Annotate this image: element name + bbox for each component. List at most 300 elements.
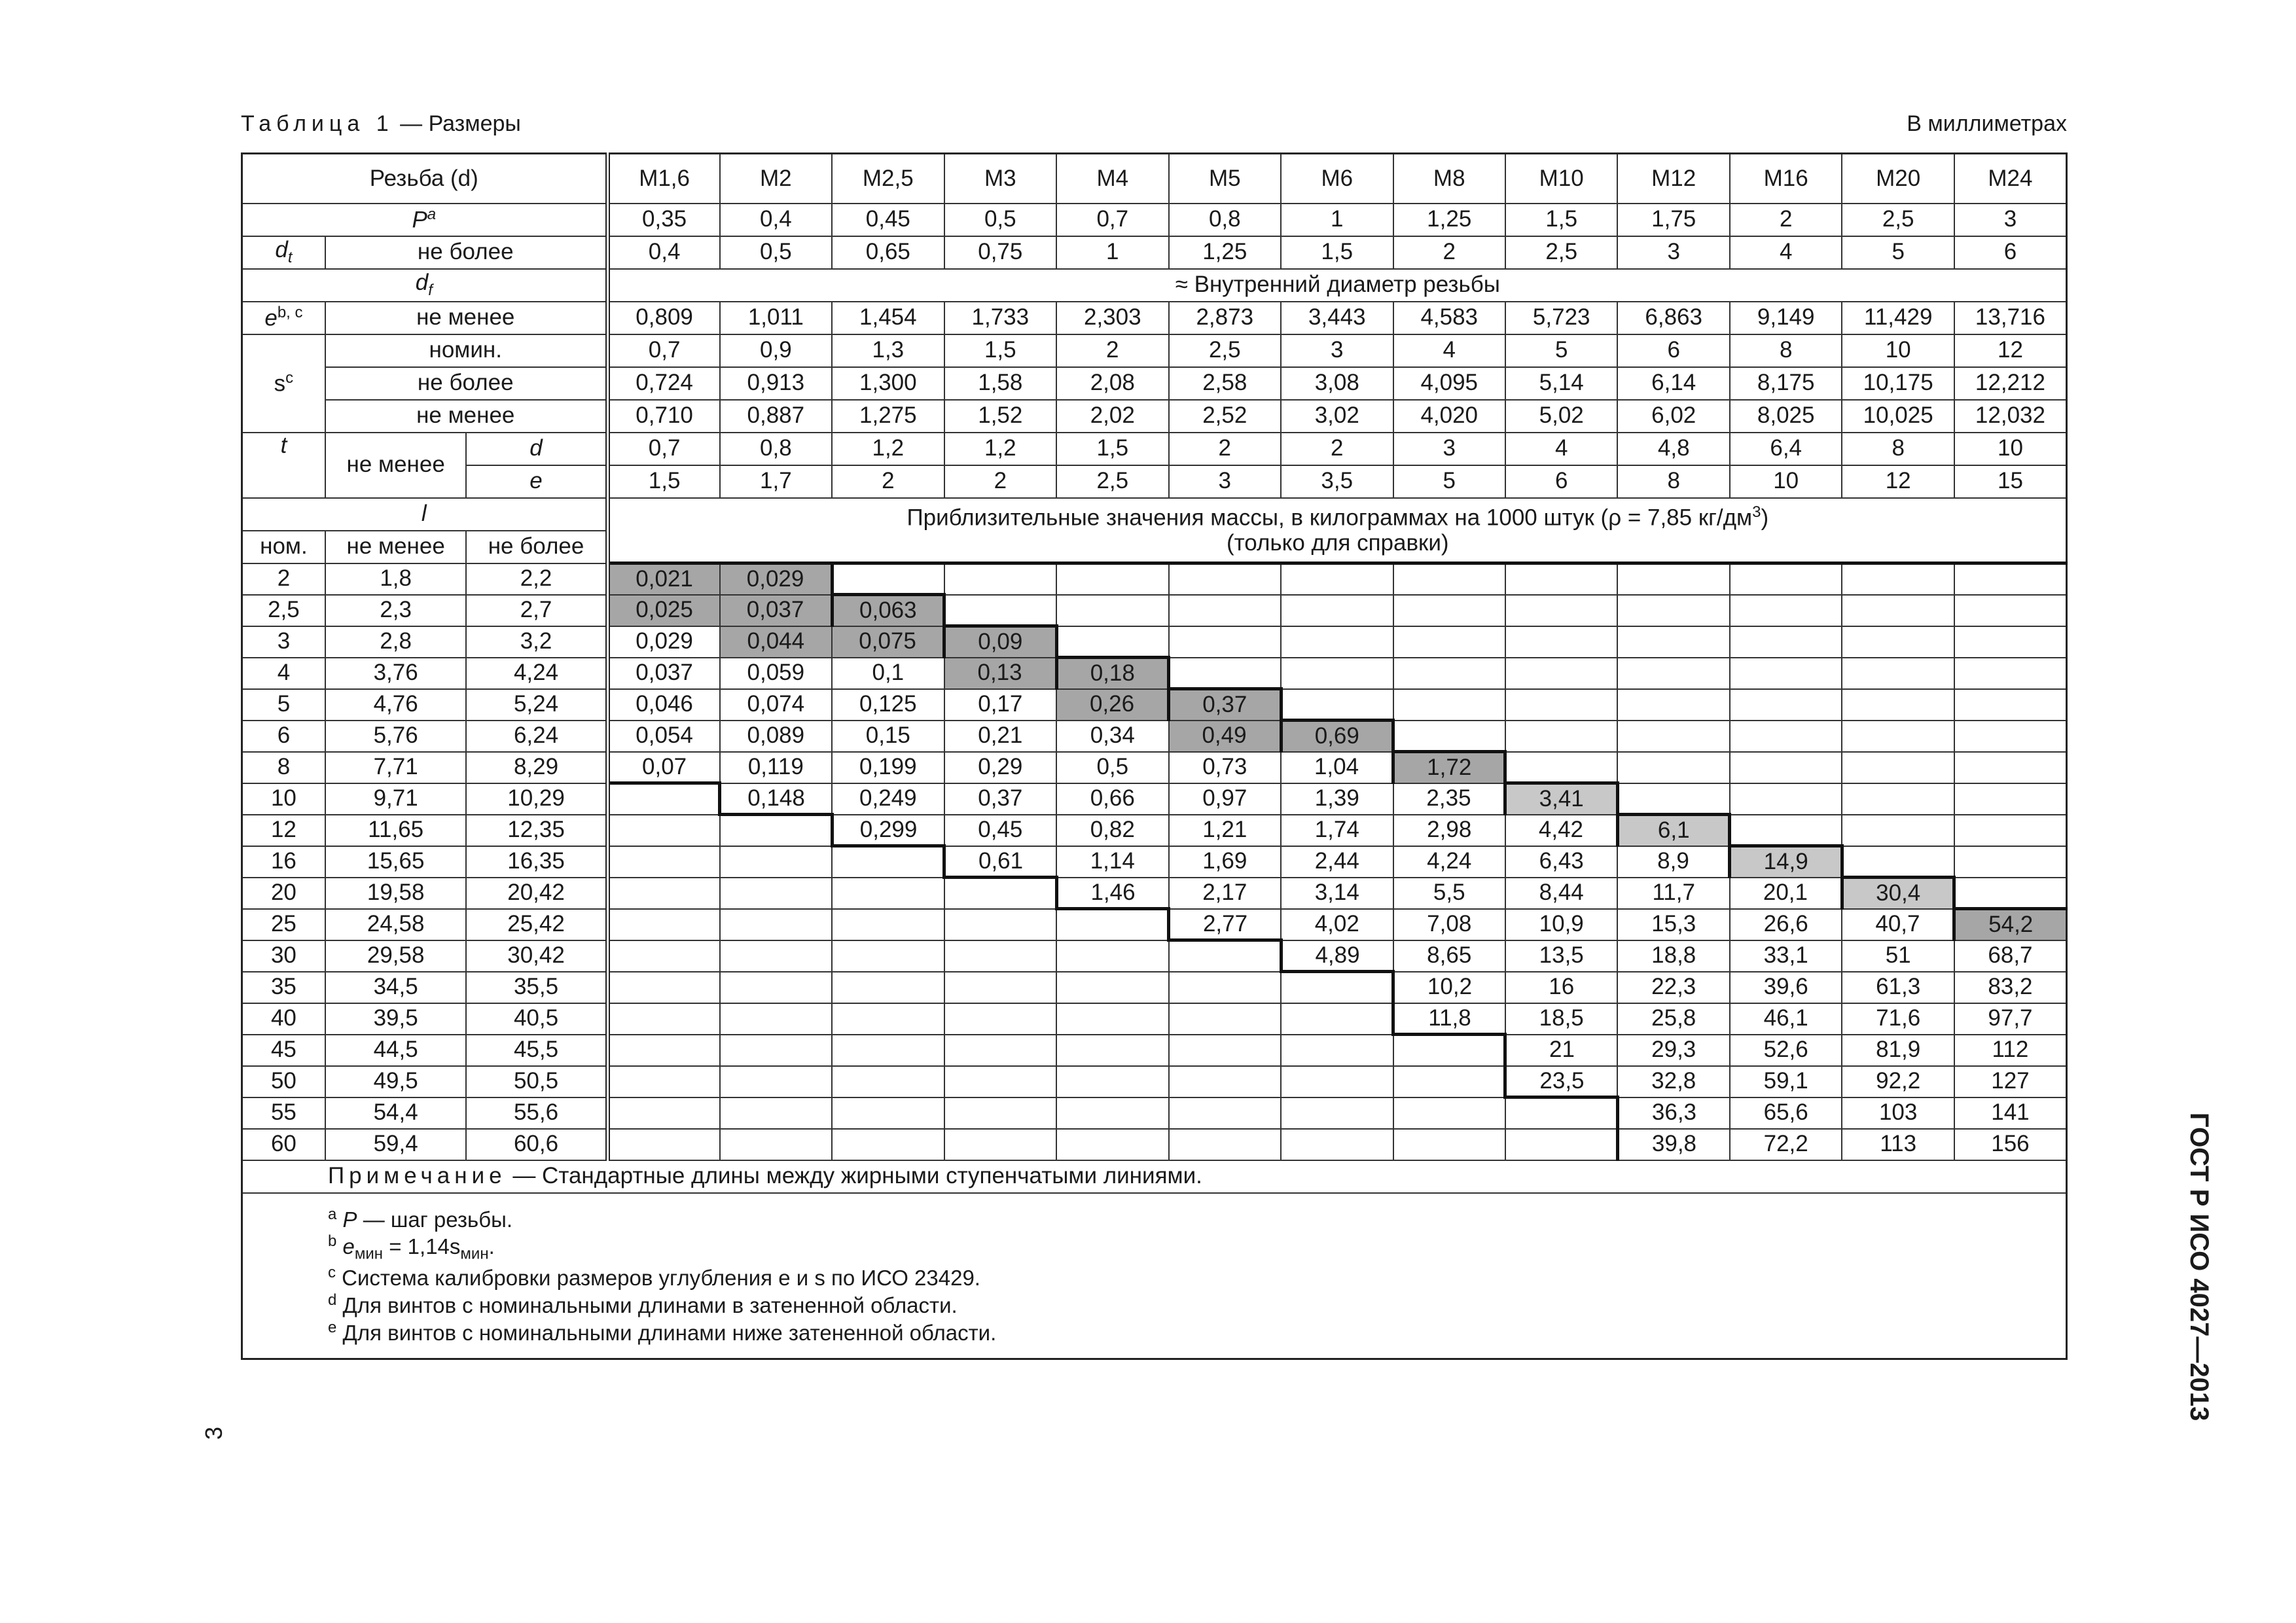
mass-value (1281, 972, 1393, 1003)
length-min: 54,4 (325, 1097, 467, 1129)
mass-row (242, 940, 2067, 972)
mass-value (1281, 1097, 1393, 1129)
s_max-value: 6,14 (1617, 367, 1729, 400)
mass-value: 0,26 (1056, 689, 1168, 721)
footnote-a: $^a$ P — шаг резьбы. (328, 1205, 513, 1232)
e_min-value: 9,149 (1730, 302, 1842, 334)
length-min: 3,76 (325, 658, 467, 689)
length-nom: 40 (242, 1003, 325, 1035)
s_max-value: 2,08 (1056, 367, 1168, 400)
e-label: $e^{b, c}$ (242, 302, 325, 334)
length-min: 1,8 (325, 563, 467, 595)
t_d-value: 6,4 (1730, 433, 1842, 465)
t_d-value: 0,7 (607, 433, 719, 465)
note-text: — Стандартные длины между жирными ступенчатыми линиями. (506, 1163, 1202, 1189)
mass-value: 59,1 (1730, 1066, 1842, 1097)
mass-value: 52,6 (1730, 1035, 1842, 1066)
dt-condition: не более (325, 236, 607, 269)
P-value: 1,5 (1505, 204, 1617, 236)
mass-value: 1,39 (1281, 783, 1393, 815)
mass-value: 5,5 (1393, 878, 1505, 909)
length-max: 60,6 (466, 1129, 607, 1160)
s-nom-row (242, 334, 2067, 367)
mass-value (944, 878, 1056, 909)
mass-value (1169, 658, 1281, 689)
length-min: 5,76 (325, 721, 467, 752)
thread-size-cell: M3 (944, 154, 1056, 204)
mass-value: 0,49 (1169, 721, 1281, 752)
mass-value (1617, 658, 1729, 689)
mass-value: 92,2 (1842, 1066, 1954, 1097)
mass-value (1281, 1066, 1393, 1097)
thread-size-cell: M5 (1169, 154, 1281, 204)
t_e-value: 5 (1393, 465, 1505, 498)
mass-value: 8,44 (1505, 878, 1617, 909)
mass-row (242, 1035, 2067, 1066)
dt_max-value: 2 (1393, 236, 1505, 269)
mass-value: 71,6 (1842, 1003, 1954, 1035)
length-max: 6,24 (466, 721, 607, 752)
pitch-row (242, 204, 2067, 236)
mass-value (1617, 689, 1729, 721)
mass-row (242, 721, 2067, 752)
mass-value (1056, 563, 1168, 595)
mass-value (832, 909, 944, 940)
length-min: 24,58 (325, 909, 467, 940)
thread-size-cell: M1,6 (607, 154, 719, 204)
mass-value: 0,61 (944, 846, 1056, 878)
mass-value (1842, 563, 1954, 595)
mass-value: 0,97 (1169, 783, 1281, 815)
mass-value: 0,21 (944, 721, 1056, 752)
mass-row (242, 658, 2067, 689)
mass-value (1169, 595, 1281, 626)
mass-value: 0,199 (832, 752, 944, 783)
pitch-label: $P^a$ (242, 204, 608, 236)
mass-value (720, 878, 832, 909)
length-max: 4,24 (466, 658, 607, 689)
t_d-value: 1,5 (1056, 433, 1168, 465)
mass-value: 21 (1505, 1035, 1617, 1066)
mass-value (1617, 595, 1729, 626)
mass-value: 0,029 (720, 563, 832, 595)
s_nom-value: 5 (1505, 334, 1617, 367)
s_min-value: 12,032 (1954, 400, 2067, 433)
mass-value (1730, 689, 1842, 721)
mass-value: 0,025 (607, 595, 719, 626)
mass-value (1730, 563, 1842, 595)
mass-value (1730, 815, 1842, 846)
mass-value: 0,34 (1056, 721, 1168, 752)
standard-code: ГОСТ Р ИСО 4027—2013 (2185, 1113, 2214, 1421)
l-max-label: не более (466, 531, 607, 563)
mass-row (242, 1129, 2067, 1160)
mass-row (242, 563, 2067, 595)
header-row (242, 154, 2067, 204)
mass-value (1056, 1066, 1168, 1097)
mass-value (832, 846, 944, 878)
length-min: 2,3 (325, 595, 467, 626)
mass-value: 0,82 (1056, 815, 1168, 846)
s_nom-value: 0,7 (607, 334, 719, 367)
s_nom-value: 6 (1617, 334, 1729, 367)
dt_max-value: 4 (1730, 236, 1842, 269)
mass-row (242, 972, 2067, 1003)
mass-value: 0,044 (720, 626, 832, 658)
mass-value: 54,2 (1954, 909, 2067, 940)
mass-value (1169, 972, 1281, 1003)
s_min-value: 0,887 (720, 400, 832, 433)
s_nom-value: 0,9 (720, 334, 832, 367)
mass-row (242, 815, 2067, 846)
s-max-label: не более (325, 367, 607, 400)
mass-value: 1,14 (1056, 846, 1168, 878)
mass-value (1393, 721, 1505, 752)
P-value: 2 (1730, 204, 1842, 236)
table-label: Таблица 1 (241, 111, 394, 136)
mass-row (242, 846, 2067, 878)
length-max: 10,29 (466, 783, 607, 815)
length-min: 9,71 (325, 783, 467, 815)
e_min-value: 2,873 (1169, 302, 1281, 334)
mass-value (720, 940, 832, 972)
df-label: $d_f$ (242, 269, 608, 302)
t-e-row (242, 465, 2067, 498)
P-value: 0,7 (1056, 204, 1168, 236)
mass-value: 11,7 (1617, 878, 1729, 909)
length-nom: 3 (242, 626, 325, 658)
length-nom: 16 (242, 846, 325, 878)
footnote-c: $^c$ Система калибровки размеров углубления e и s по ИСО 23429. (328, 1264, 980, 1291)
mass-value (607, 972, 719, 1003)
s_max-value: 0,913 (720, 367, 832, 400)
mass-value: 0,37 (944, 783, 1056, 815)
length-nom: 50 (242, 1066, 325, 1097)
length-max: 35,5 (466, 972, 607, 1003)
mass-value (607, 940, 719, 972)
mass-value: 26,6 (1730, 909, 1842, 940)
mass-value: 18,5 (1505, 1003, 1617, 1035)
mass-value (1505, 721, 1617, 752)
e_min-value: 1,011 (720, 302, 832, 334)
mass-value (1281, 563, 1393, 595)
mass-value: 4,42 (1505, 815, 1617, 846)
t-d-row (242, 433, 2067, 465)
mass-value (1954, 846, 2067, 878)
dt_max-value: 1 (1056, 236, 1168, 269)
t_d-value: 1,2 (832, 433, 944, 465)
mass-value: 1,46 (1056, 878, 1168, 909)
mass-value: 0,69 (1281, 721, 1393, 752)
mass-value (944, 1097, 1056, 1129)
mass-value (1393, 1035, 1505, 1066)
mass-value (1281, 1003, 1393, 1035)
s_nom-value: 8 (1730, 334, 1842, 367)
note-cell (242, 1160, 2067, 1193)
t_d-value: 0,8 (720, 433, 832, 465)
t_e-value: 1,5 (607, 465, 719, 498)
note-label: Примечание (328, 1163, 507, 1189)
e_min-value: 1,454 (832, 302, 944, 334)
mass-value (1281, 1129, 1393, 1160)
mass-value: 4,89 (1281, 940, 1393, 972)
t_e-value: 8 (1617, 465, 1729, 498)
mass-value: 0,73 (1169, 752, 1281, 783)
length-min: 39,5 (325, 1003, 467, 1035)
mass-value: 68,7 (1954, 940, 2067, 972)
mass-value: 10,9 (1505, 909, 1617, 940)
s_max-value: 3,08 (1281, 367, 1393, 400)
mass-row (242, 878, 2067, 909)
s_min-value: 1,275 (832, 400, 944, 433)
mass-value (1056, 1097, 1168, 1129)
length-max: 50,5 (466, 1066, 607, 1097)
mass-value: 0,17 (944, 689, 1056, 721)
l-label: l (242, 498, 608, 531)
s_max-value: 1,58 (944, 367, 1056, 400)
mass-value (1842, 689, 1954, 721)
P-value: 3 (1954, 204, 2067, 236)
length-nom: 5 (242, 689, 325, 721)
t_d-value: 4,8 (1617, 433, 1729, 465)
mass-value: 7,08 (1393, 909, 1505, 940)
P-value: 1 (1281, 204, 1393, 236)
l-nom-label: ном. (242, 531, 325, 563)
length-nom: 4 (242, 658, 325, 689)
mass-value (1056, 1129, 1168, 1160)
note-row (242, 1160, 2067, 1193)
mass-value (607, 783, 719, 815)
mass-value (1393, 1097, 1505, 1129)
t_e-value: 2,5 (1056, 465, 1168, 498)
mass-value (944, 1066, 1056, 1097)
length-nom: 2,5 (242, 595, 325, 626)
e_min-value: 1,733 (944, 302, 1056, 334)
mass-value (1056, 595, 1168, 626)
mass-value (1730, 783, 1842, 815)
mass-value: 112 (1954, 1035, 2067, 1066)
length-max: 8,29 (466, 752, 607, 783)
df-value: ≈ Внутренний диаметр резьбы (607, 269, 2066, 302)
dt_max-value: 0,65 (832, 236, 944, 269)
mass-value (1954, 783, 2067, 815)
mass-value (832, 940, 944, 972)
mass-value (1169, 1129, 1281, 1160)
mass-value (1169, 1097, 1281, 1129)
mass-value (944, 563, 1056, 595)
mass-value: 0,1 (832, 658, 944, 689)
mass-value: 3,14 (1281, 878, 1393, 909)
t_e-value: 6 (1505, 465, 1617, 498)
length-min: 11,65 (325, 815, 467, 846)
t_e-value: 15 (1954, 465, 2067, 498)
length-min: 34,5 (325, 972, 467, 1003)
mass-value: 0,063 (832, 595, 944, 626)
mass-value: 2,44 (1281, 846, 1393, 878)
mass-value (944, 1003, 1056, 1035)
mass-value (720, 1129, 832, 1160)
mass-value: 0,29 (944, 752, 1056, 783)
length-min: 2,8 (325, 626, 467, 658)
footnote-d: $^d$ Для винтов с номинальными длинами в затененной области. (328, 1291, 958, 1318)
mass-value: 0,021 (607, 563, 719, 595)
s_max-value: 4,095 (1393, 367, 1505, 400)
mass-value (832, 878, 944, 909)
e_min-value: 2,303 (1056, 302, 1168, 334)
mass-row (242, 752, 2067, 783)
mass-value (1393, 595, 1505, 626)
mass-value: 0,054 (607, 721, 719, 752)
t_e-value: 3,5 (1281, 465, 1393, 498)
mass-value (944, 1129, 1056, 1160)
mass-value (1281, 1035, 1393, 1066)
length-header-row (242, 498, 2067, 531)
mass-value: 0,029 (607, 626, 719, 658)
t_d-value: 8 (1842, 433, 1954, 465)
mass-value: 18,8 (1617, 940, 1729, 972)
mass-value: 1,69 (1169, 846, 1281, 878)
mass-value (1169, 1066, 1281, 1097)
mass-value (1169, 563, 1281, 595)
length-nom: 55 (242, 1097, 325, 1129)
dt_max-value: 2,5 (1505, 236, 1617, 269)
s_min-value: 3,02 (1281, 400, 1393, 433)
P-value: 0,8 (1169, 204, 1281, 236)
thread-size-cell: M8 (1393, 154, 1505, 204)
mass-value: 0,5 (1056, 752, 1168, 783)
dt_max-value: 6 (1954, 236, 2067, 269)
length-max: 45,5 (466, 1035, 607, 1066)
mass-value (607, 815, 719, 846)
length-max: 2,7 (466, 595, 607, 626)
mass-row (242, 1066, 2067, 1097)
mass-value (944, 972, 1056, 1003)
s_min-value: 2,02 (1056, 400, 1168, 433)
e_min-value: 6,863 (1617, 302, 1729, 334)
t-e-label: e (466, 465, 607, 498)
s_max-value: 0,724 (607, 367, 719, 400)
mass-value (1842, 658, 1954, 689)
mass-value: 1,04 (1281, 752, 1393, 783)
mass-value: 0,059 (720, 658, 832, 689)
thread-size-cell: M6 (1281, 154, 1393, 204)
mass-value: 0,07 (607, 752, 719, 783)
mass-value (832, 1129, 944, 1160)
s-min-row (242, 400, 2067, 433)
length-max: 12,35 (466, 815, 607, 846)
mass-value (607, 909, 719, 940)
t_d-value: 3 (1393, 433, 1505, 465)
mass-row (242, 783, 2067, 815)
mass-value (1617, 783, 1729, 815)
t_e-value: 10 (1730, 465, 1842, 498)
mass-value: 6,1 (1617, 815, 1729, 846)
length-nom: 25 (242, 909, 325, 940)
s_max-value: 10,175 (1842, 367, 1954, 400)
mass-value (1842, 783, 1954, 815)
e_min-value: 5,723 (1505, 302, 1617, 334)
mass-value (607, 846, 719, 878)
mass-value (1056, 940, 1168, 972)
mass-value (944, 595, 1056, 626)
mass-value (944, 940, 1056, 972)
mass-value: 0,09 (944, 626, 1056, 658)
mass-value (1954, 752, 2067, 783)
mass-value (1730, 752, 1842, 783)
mass-value: 0,45 (944, 815, 1056, 846)
mass-value (1393, 689, 1505, 721)
mass-value: 97,7 (1954, 1003, 2067, 1035)
length-nom: 20 (242, 878, 325, 909)
t_e-value: 2 (944, 465, 1056, 498)
mass-value (1505, 658, 1617, 689)
footnote-b: $^b$ $e_{мин} = 1,14s_{мин}$. (328, 1232, 495, 1264)
dt-label: $d_t$ (242, 236, 325, 269)
mass-value (1169, 626, 1281, 658)
mass-value (1393, 563, 1505, 595)
table-caption (241, 111, 521, 137)
mass-value (944, 909, 1056, 940)
mass-value: 16 (1505, 972, 1617, 1003)
thread-header-cell: Резьба (d) (242, 154, 608, 204)
s_min-value: 4,020 (1393, 400, 1505, 433)
e_min-value: 13,716 (1954, 302, 2067, 334)
mass-value (1393, 626, 1505, 658)
mass-value (1056, 972, 1168, 1003)
s_nom-value: 2,5 (1169, 334, 1281, 367)
thread-size-cell: M20 (1842, 154, 1954, 204)
mass-value: 2,35 (1393, 783, 1505, 815)
length-max: 30,42 (466, 940, 607, 972)
mass-value (1505, 1129, 1617, 1160)
footnote-e: $^e$ Для винтов с номинальными длинами ниже затененной области. (328, 1319, 997, 1346)
t_d-value: 10 (1954, 433, 2067, 465)
mass-value (720, 846, 832, 878)
s_max-value: 8,175 (1730, 367, 1842, 400)
mass-value: 1,21 (1169, 815, 1281, 846)
mass-value (1842, 752, 1954, 783)
mass-value: 13,5 (1505, 940, 1617, 972)
mass-value: 8,9 (1617, 846, 1729, 878)
mass-value (720, 972, 832, 1003)
mass-value (720, 909, 832, 940)
s_min-value: 2,52 (1169, 400, 1281, 433)
mass-row (242, 689, 2067, 721)
mass-value (832, 1066, 944, 1097)
mass-value (1954, 563, 2067, 595)
mass-value (832, 1097, 944, 1129)
mass-value: 72,2 (1730, 1129, 1842, 1160)
l-min-label: не менее (325, 531, 467, 563)
mass-value (1954, 878, 2067, 909)
s_max-value: 12,212 (1954, 367, 2067, 400)
mass-value: 2,17 (1169, 878, 1281, 909)
mass-value: 23,5 (1505, 1066, 1617, 1097)
length-min: 4,76 (325, 689, 467, 721)
dt_max-value: 3 (1617, 236, 1729, 269)
mass-value: 2,77 (1169, 909, 1281, 940)
s_nom-value: 1,5 (944, 334, 1056, 367)
mass-value: 83,2 (1954, 972, 2067, 1003)
mass-value: 1,72 (1393, 752, 1505, 783)
mass-value (1056, 909, 1168, 940)
mass-value: 0,074 (720, 689, 832, 721)
mass-value: 0,046 (607, 689, 719, 721)
mass-value: 0,037 (607, 658, 719, 689)
s-max-row (242, 367, 2067, 400)
mass-value (607, 1003, 719, 1035)
mass-value (1954, 721, 2067, 752)
